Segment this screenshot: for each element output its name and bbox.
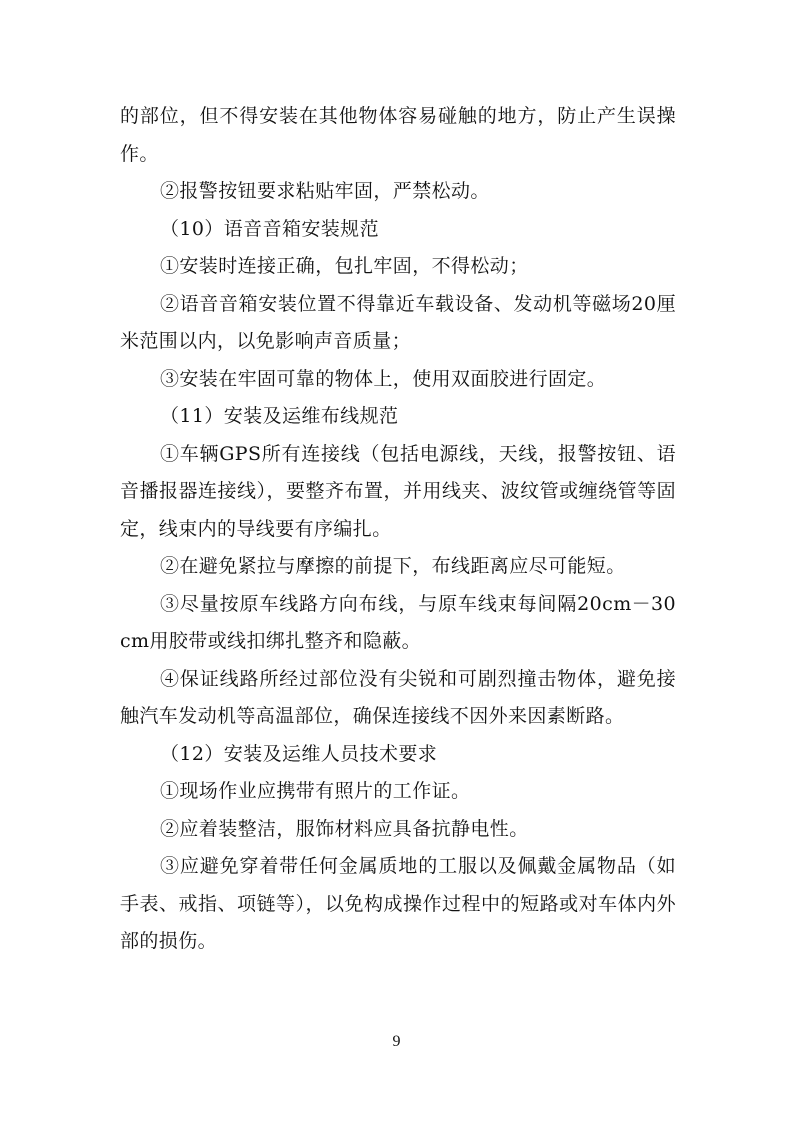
page-number: 9 (392, 1033, 401, 1050)
paragraph-wiring-safety: ④保证线路所经过部位没有尖锐和可剧烈撞击物体，避免接触汽车发动机等高温部位，确保连接线不因外来因素断路。 (120, 667, 676, 727)
section-heading-wiring: （11）安装及运维布线规范 (160, 405, 399, 427)
paragraph-wiring-route: ③尽量按原车线路方向布线，与原车线束每间隔20cm－30cm用胶带或线扣绑扎整齐和隐蔽。 (120, 592, 676, 652)
paragraph-wiring-length: ②在避免紧拉与摩擦的前提下，布线距离应尽可能短。 (160, 555, 626, 577)
paragraph-personnel-badge: ①现场作业应携带有照片的工作证。 (160, 780, 471, 802)
paragraph-personnel-clothing: ②应着装整洁，服饰材料应具备抗静电性。 (160, 817, 529, 840)
paragraph-personnel-metal: ③应避免穿着带任何金属质地的工服以及佩戴金属物品（如手表、戒指、项链等），以免构成操作过程中的短路或对车体内外部的损伤。 (120, 855, 676, 952)
section-heading-personnel: （12）安装及运维人员技术要求 (160, 742, 438, 765)
paragraph-speaker-position: ②语音音箱安装位置不得靠近车载设备、发动机等磁场20厘米范围以内，以免影响声音质量； (120, 292, 676, 352)
paragraph-wiring-arrangement: ①车辆GPS所有连接线（包括电源线，天线，报警按钮、语音播报器连接线），要整齐布置，并用线夹、波纹管或缠绕管等固定，线束内的导线要有序编扎。 (120, 442, 676, 540)
document-body (120, 98, 676, 961)
paragraph-continuation: 的部位，但不得安装在其他物体容易碰触的地方，防止产生误操作。 (120, 105, 676, 165)
section-heading-speaker-install: （10）语音音箱安装规范 (160, 217, 379, 240)
paragraph-speaker-connection: ①安装时连接正确，包扎牢固，不得松动； (160, 255, 529, 277)
paragraph-speaker-mounting: ③安装在牢固可靠的物体上，使用双面胶进行固定。 (160, 367, 607, 390)
paragraph-alarm-button-secure: ②报警按钮要求粘贴牢固，严禁松动。 (160, 180, 490, 202)
